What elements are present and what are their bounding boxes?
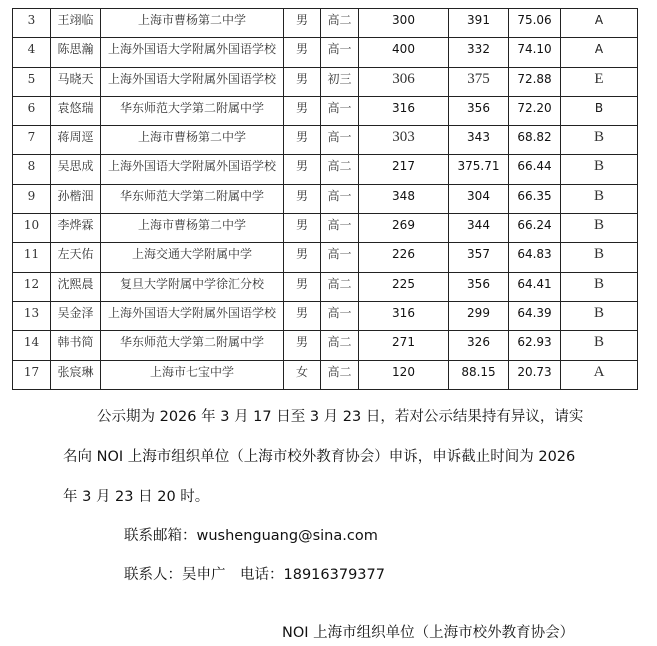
table-row [13, 214, 638, 243]
cell-grade: 高二 [321, 9, 359, 38]
cell-total: 74.10 [509, 38, 561, 67]
cell-score1: 269 [359, 214, 449, 243]
cell-school: 复旦大学附属中学徐汇分校 [101, 272, 284, 301]
cell-grade: 高一 [321, 301, 359, 330]
cell-grade: 高一 [321, 126, 359, 155]
cell-score1: 271 [359, 331, 449, 360]
cell-grade: 高二 [321, 272, 359, 301]
cell-grade: 高二 [321, 360, 359, 389]
cell-gender: 男 [284, 331, 321, 360]
cell-score2: 343 [449, 126, 509, 155]
cell-grade: 高一 [321, 243, 359, 272]
cell-score2: 375 [449, 67, 509, 96]
cell-school: 上海市曹杨第二中学 [101, 9, 284, 38]
cell-level: B [561, 155, 638, 184]
cell-score1: 120 [359, 360, 449, 389]
cell-total: 64.39 [509, 301, 561, 330]
cell-name: 沈熙晨 [51, 272, 101, 301]
cell-name: 孙楷沺 [51, 184, 101, 213]
cell-school: 上海市曹杨第二中学 [101, 126, 284, 155]
cell-level: B [561, 331, 638, 360]
cell-name: 马晓天 [51, 67, 101, 96]
cell-gender: 男 [284, 126, 321, 155]
notice-line-2: 名向 NOI 上海市组织单位（上海市校外教育协会）申诉，申诉截止时间为 2026 [63, 449, 576, 465]
cell-level: B [561, 184, 638, 213]
cell-grade: 高一 [321, 96, 359, 125]
cell-level: B [561, 214, 638, 243]
table-row [13, 155, 638, 184]
cell-gender: 男 [284, 214, 321, 243]
cell-school: 上海外国语大学附属外国语学校 [101, 38, 284, 67]
cell-total: 20.73 [509, 360, 561, 389]
cell-level: B [561, 243, 638, 272]
cell-total: 64.83 [509, 243, 561, 272]
table-row [13, 331, 638, 360]
cell-score2: 88.15 [449, 360, 509, 389]
cell-school: 上海外国语大学附属外国语学校 [101, 301, 284, 330]
cell-rank: 17 [13, 360, 51, 389]
notice-line-1: 公示期为 2026 年 3 月 17 日至 3 月 23 日，若对公示结果持有异议，请实 [97, 409, 584, 425]
cell-name: 左天佑 [51, 243, 101, 272]
cell-grade: 高二 [321, 331, 359, 360]
cell-score1: 225 [359, 272, 449, 301]
table-row [13, 38, 638, 67]
cell-rank: 7 [13, 126, 51, 155]
results-table [12, 8, 638, 390]
cell-score1: 300 [359, 9, 449, 38]
table-row [13, 360, 638, 389]
table-row [13, 126, 638, 155]
cell-name: 袁悠瑞 [51, 96, 101, 125]
cell-rank: 14 [13, 331, 51, 360]
table-row [13, 272, 638, 301]
cell-score1: 226 [359, 243, 449, 272]
cell-total: 72.88 [509, 67, 561, 96]
cell-gender: 女 [284, 360, 321, 389]
cell-score2: 356 [449, 272, 509, 301]
cell-school: 上海外国语大学附属外国语学校 [101, 67, 284, 96]
cell-rank: 4 [13, 38, 51, 67]
cell-total: 68.82 [509, 126, 561, 155]
cell-level: A [561, 360, 638, 389]
cell-school: 上海交通大学附属中学 [101, 243, 284, 272]
cell-school: 上海外国语大学附属外国语学校 [101, 155, 284, 184]
cell-rank: 8 [13, 155, 51, 184]
cell-name: 蒋周逕 [51, 126, 101, 155]
cell-gender: 男 [284, 38, 321, 67]
cell-level: B [561, 272, 638, 301]
cell-score1: 306 [359, 67, 449, 96]
cell-level: E [561, 67, 638, 96]
cell-score2: 357 [449, 243, 509, 272]
cell-total: 75.06 [509, 9, 561, 38]
cell-score2: 299 [449, 301, 509, 330]
cell-score1: 316 [359, 96, 449, 125]
cell-gender: 男 [284, 243, 321, 272]
cell-name: 吴思成 [51, 155, 101, 184]
cell-score2: 344 [449, 214, 509, 243]
cell-school: 华东师范大学第二附属中学 [101, 331, 284, 360]
cell-grade: 高二 [321, 155, 359, 184]
cell-level: B [561, 126, 638, 155]
cell-name: 张宸琳 [51, 360, 101, 389]
cell-total: 64.41 [509, 272, 561, 301]
cell-total: 72.20 [509, 96, 561, 125]
table-row [13, 243, 638, 272]
cell-school: 上海市七宝中学 [101, 360, 284, 389]
signature-organization: NOI 上海市组织单位（上海市校外教育协会） [282, 625, 575, 641]
cell-gender: 男 [284, 9, 321, 38]
cell-score1: 303 [359, 126, 449, 155]
table-row [13, 67, 638, 96]
cell-score2: 304 [449, 184, 509, 213]
cell-score1: 348 [359, 184, 449, 213]
cell-name: 韩书简 [51, 331, 101, 360]
cell-rank: 13 [13, 301, 51, 330]
contact-person-phone: 联系人：吴申广 电话：18916379377 [124, 567, 385, 583]
cell-name: 陈思瀚 [51, 38, 101, 67]
cell-grade: 初三 [321, 67, 359, 96]
cell-total: 66.35 [509, 184, 561, 213]
cell-score2: 326 [449, 331, 509, 360]
cell-rank: 5 [13, 67, 51, 96]
table-row [13, 184, 638, 213]
cell-level: A [561, 38, 638, 67]
cell-score1: 316 [359, 301, 449, 330]
cell-gender: 男 [284, 301, 321, 330]
cell-total: 62.93 [509, 331, 561, 360]
cell-name: 王翊临 [51, 9, 101, 38]
table-row [13, 301, 638, 330]
cell-gender: 男 [284, 96, 321, 125]
cell-level: B [561, 301, 638, 330]
cell-rank: 9 [13, 184, 51, 213]
cell-rank: 10 [13, 214, 51, 243]
cell-grade: 高一 [321, 184, 359, 213]
cell-school: 华东师范大学第二附属中学 [101, 184, 284, 213]
cell-score1: 217 [359, 155, 449, 184]
cell-score2: 356 [449, 96, 509, 125]
table-row [13, 9, 638, 38]
cell-total: 66.24 [509, 214, 561, 243]
cell-name: 吴金泽 [51, 301, 101, 330]
results-table-body [13, 9, 638, 390]
cell-name: 李烨霖 [51, 214, 101, 243]
cell-rank: 12 [13, 272, 51, 301]
cell-score1: 400 [359, 38, 449, 67]
contact-email: 联系邮箱：wushenguang@sina.com [124, 528, 378, 544]
notice-line-3: 年 3 月 23 日 20 时。 [63, 489, 210, 505]
table-row [13, 96, 638, 125]
cell-grade: 高一 [321, 214, 359, 243]
cell-gender: 男 [284, 272, 321, 301]
cell-gender: 男 [284, 67, 321, 96]
cell-gender: 男 [284, 155, 321, 184]
cell-school: 上海市曹杨第二中学 [101, 214, 284, 243]
cell-grade: 高一 [321, 38, 359, 67]
cell-gender: 男 [284, 184, 321, 213]
cell-level: A [561, 9, 638, 38]
cell-rank: 6 [13, 96, 51, 125]
cell-score2: 391 [449, 9, 509, 38]
cell-score2: 375.71 [449, 155, 509, 184]
cell-rank: 3 [13, 9, 51, 38]
cell-score2: 332 [449, 38, 509, 67]
cell-school: 华东师范大学第二附属中学 [101, 96, 284, 125]
cell-total: 66.44 [509, 155, 561, 184]
cell-level: B [561, 96, 638, 125]
cell-rank: 11 [13, 243, 51, 272]
